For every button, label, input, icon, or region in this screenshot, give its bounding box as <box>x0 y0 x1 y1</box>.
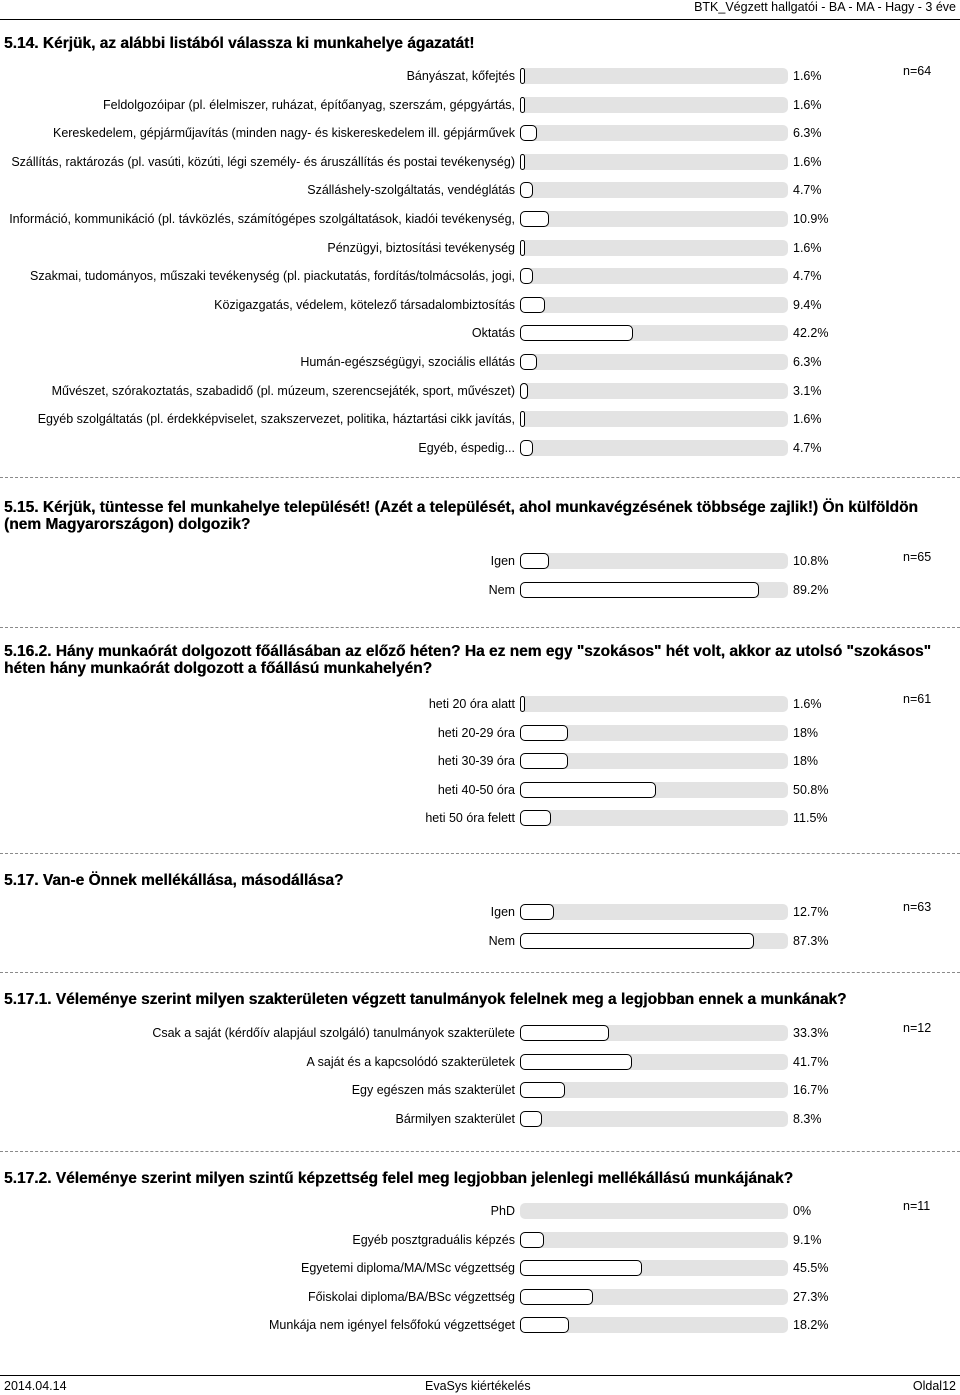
answer-row <box>0 1315 960 1335</box>
answer-row <box>0 723 960 743</box>
percentage-bar-fill <box>520 904 554 920</box>
answer-percentage: 18.2% <box>793 1318 829 1333</box>
answer-label: Bármilyen szakterület <box>395 1111 515 1126</box>
answer-percentage: 89.2% <box>793 582 829 597</box>
percentage-bar-fill <box>520 753 568 769</box>
answer-percentage: 1.6% <box>793 240 822 255</box>
percentage-bar-track <box>520 1054 788 1070</box>
answer-row <box>0 238 960 258</box>
percentage-bar-fill <box>520 1317 569 1333</box>
answer-label: Csak a saját (kérdőív alapjául szolgáló) tanulmányok szakterülete <box>152 1026 515 1040</box>
percentage-bar-track <box>520 440 788 456</box>
answer-label: heti 20 óra alatt <box>428 697 515 711</box>
percentage-bar-fill <box>520 68 525 84</box>
answer-label: heti 30-39 óra <box>437 754 515 769</box>
percentage-bar-fill <box>520 182 533 198</box>
answer-label: Egyetemi diploma/MA/MSc végzettség <box>301 1261 515 1276</box>
answer-percentage: 4.7% <box>793 440 822 455</box>
answer-label: Szálláshely-szolgáltatás, vendéglátás <box>307 183 515 198</box>
answer-percentage: 33.3% <box>793 1026 829 1040</box>
answer-row <box>0 1230 960 1250</box>
percentage-bar-fill <box>520 97 525 113</box>
answer-percentage: 0% <box>793 1204 812 1218</box>
answer-row <box>0 152 960 172</box>
answer-row <box>0 438 960 458</box>
answer-row <box>0 1258 960 1278</box>
percentage-bar-fill <box>520 1111 542 1127</box>
percentage-bar-track <box>520 1111 788 1127</box>
question-title-q-5-14: 5.14. Kérjük, az alábbi listából válassza ki munkahelye ágazatát! <box>4 35 475 52</box>
answer-row <box>0 381 960 401</box>
answer-label: Szakmai, tudományos, műszaki tevékenység (pl. piackutatás, fordítás/tolmácsolás, jogi, <box>30 269 515 284</box>
percentage-bar-track <box>520 154 788 170</box>
answer-label: Bányászat, kőfejtés <box>406 69 515 83</box>
percentage-bar-fill <box>520 211 549 227</box>
sample-size-q-5-17-2: n=11 <box>903 1199 931 1213</box>
answer-percentage: 16.7% <box>793 1083 829 1098</box>
answer-row <box>0 95 960 115</box>
answer-percentage: 41.7% <box>793 1054 829 1069</box>
header-divider <box>0 19 960 20</box>
percentage-bar-track <box>520 354 788 370</box>
answer-label: heti 40-50 óra <box>437 782 515 797</box>
percentage-bar-fill <box>520 582 759 598</box>
question-title-q-5-17: 5.17. Van-e Önnek mellékállása, másodállása? <box>4 872 344 889</box>
answer-label: Kereskedelem, gépjárműjavítás (minden nagy- és kiskereskedelem ill. gépjárművek <box>52 126 515 141</box>
answer-percentage: 4.7% <box>793 269 822 284</box>
percentage-bar-fill <box>520 154 525 170</box>
percentage-bar-track <box>520 782 788 798</box>
answer-row <box>0 902 960 922</box>
answer-label: Nem <box>488 933 515 948</box>
percentage-bar-fill <box>520 297 545 313</box>
answer-label: Pénzügyi, biztosítási tevékenység <box>327 240 515 255</box>
answer-percentage: 87.3% <box>793 933 829 948</box>
footer-center-text: EvaSys kiértékelés <box>425 1379 531 1393</box>
sample-size-q-5-17-1: n=12 <box>903 1021 932 1035</box>
answer-percentage: 6.3% <box>793 355 822 369</box>
percentage-bar-fill <box>520 354 537 370</box>
answer-row <box>0 1023 960 1043</box>
percentage-bar-track <box>520 1025 788 1041</box>
answer-percentage: 3.1% <box>793 383 822 398</box>
percentage-bar-fill <box>520 240 525 256</box>
answer-percentage: 4.7% <box>793 183 822 198</box>
percentage-bar-track <box>520 696 788 712</box>
answer-row <box>0 751 960 771</box>
percentage-bar-fill <box>520 125 537 141</box>
answer-label: Művészet, szórakoztatás, szabadidő (pl. múzeum, szerencsejáték, sport, művészet) <box>51 383 515 398</box>
answer-percentage: 6.3% <box>793 126 822 141</box>
percentage-bar-fill <box>520 782 656 798</box>
percentage-bar-track <box>520 904 788 920</box>
answer-label: Egyéb posztgraduális képzés <box>352 1232 515 1247</box>
answer-percentage: 11.5% <box>793 811 828 826</box>
answer-label: Munkája nem igényel felsőfokú végzettséget <box>269 1318 515 1333</box>
answer-row <box>0 580 960 600</box>
sample-size-q-5-15: n=65 <box>903 550 932 564</box>
sample-size-q-5-17: n=63 <box>903 900 932 914</box>
section-divider <box>0 477 960 478</box>
answer-label: Feldolgozóipar (pl. élelmiszer, ruházat, építőanyag, szerszám, gépgyártás, <box>102 97 515 112</box>
answer-percentage: 42.2% <box>793 326 829 341</box>
answer-label: Igen <box>490 905 515 919</box>
percentage-bar-fill <box>520 1025 609 1041</box>
answer-label: Közigazgatás, védelem, kötelező társadalombiztosítás <box>214 297 515 312</box>
answer-row <box>0 266 960 286</box>
answer-row <box>0 295 960 315</box>
answer-row <box>0 551 960 571</box>
percentage-bar-track <box>520 1232 788 1248</box>
answer-row <box>0 352 960 372</box>
answer-percentage: 45.5% <box>793 1261 829 1276</box>
percentage-bar-fill <box>520 440 533 456</box>
percentage-bar-track <box>520 810 788 826</box>
answer-row <box>0 1080 960 1100</box>
percentage-bar-track <box>520 325 788 341</box>
footer-divider <box>0 1375 960 1376</box>
percentage-bar-fill <box>520 1082 565 1098</box>
answer-percentage: 10.8% <box>793 554 829 568</box>
percentage-bar-track <box>520 240 788 256</box>
answer-label: heti 50 óra felett <box>425 811 515 826</box>
answer-row <box>0 66 960 86</box>
percentage-bar-fill <box>520 810 551 826</box>
percentage-bar-track <box>520 297 788 313</box>
percentage-bar-fill <box>520 933 754 949</box>
answer-label: Egyéb, éspedig... <box>418 440 515 455</box>
percentage-bar-fill <box>520 553 549 569</box>
answer-row <box>0 1201 960 1221</box>
answer-row <box>0 1052 960 1072</box>
answer-label: Nem <box>488 582 515 597</box>
sample-size-q-5-14: n=64 <box>903 64 932 78</box>
percentage-bar-track <box>520 582 788 598</box>
section-divider <box>0 972 960 973</box>
answer-row <box>0 180 960 200</box>
percentage-bar-fill <box>520 1260 642 1276</box>
report-header-title: BTK_Végzett hallgatói - BA - MA - Hagy - 3 éve <box>694 0 956 14</box>
percentage-bar-fill <box>520 411 525 427</box>
percentage-bar-track <box>520 68 788 84</box>
question-title-q-5-17-2: 5.17.2. Véleménye szerint milyen szintű képzettség felel meg legjobban jelenlegi mellékállású munkájának? <box>4 1170 794 1187</box>
percentage-bar-fill <box>520 383 528 399</box>
section-divider <box>0 1151 960 1152</box>
percentage-bar-track <box>520 411 788 427</box>
answer-percentage: 18% <box>793 754 819 769</box>
question-title-q-5-17-1: 5.17.1. Véleménye szerint milyen szakterületen végzett tanulmányok felelnek meg a legjobban ennek a munkának? <box>4 991 847 1008</box>
answer-label: Főiskolai diploma/BA/BSc végzettség <box>307 1289 515 1304</box>
percentage-bar-track <box>520 268 788 284</box>
percentage-bar-fill <box>520 325 633 341</box>
percentage-bar-track <box>520 753 788 769</box>
answer-row <box>0 1109 960 1129</box>
answer-label: Oktatás <box>471 326 515 341</box>
answer-label: PhD <box>490 1204 515 1218</box>
answer-percentage: 1.6% <box>793 69 822 83</box>
percentage-bar-track <box>520 211 788 227</box>
answer-row <box>0 323 960 343</box>
percentage-bar-track <box>520 1317 788 1333</box>
footer-page-number: Oldal12 <box>912 1379 956 1393</box>
answer-percentage: 8.3% <box>793 1111 822 1126</box>
percentage-bar-track <box>520 553 788 569</box>
answer-percentage: 1.6% <box>793 412 822 427</box>
answer-label: Egy egészen más szakterület <box>351 1083 515 1098</box>
answer-row <box>0 931 960 951</box>
answer-percentage: 9.4% <box>793 297 822 312</box>
sample-size-q-5-16-2: n=61 <box>903 692 932 706</box>
percentage-bar-fill <box>520 1232 544 1248</box>
section-divider <box>0 853 960 854</box>
percentage-bar-track <box>520 182 788 198</box>
answer-percentage: 18% <box>793 725 819 740</box>
percentage-bar-track <box>520 1260 788 1276</box>
percentage-bar-fill <box>520 268 533 284</box>
percentage-bar-track <box>520 383 788 399</box>
answer-row <box>0 808 960 828</box>
percentage-bar-track <box>520 125 788 141</box>
percentage-bar-track <box>520 1289 788 1305</box>
answer-percentage: 12.7% <box>793 905 829 919</box>
answer-row <box>0 1287 960 1307</box>
question-title-q-5-15: 5.15. Kérjük, tüntesse fel munkahelye települését! (Azét a települését, ahol munkavégzésének többsége zajlik!) Ön külföldön (nem Magyarországon) dolgozik? <box>4 499 918 533</box>
answer-row <box>0 209 960 229</box>
answer-percentage: 1.6% <box>793 97 822 112</box>
percentage-bar-fill <box>520 1054 632 1070</box>
percentage-bar-track <box>520 1203 788 1219</box>
answer-label: Információ, kommunikáció (pl. távközlés, számítógépes szolgáltatások, kiadói tevékenység, <box>9 212 515 226</box>
answer-percentage: 1.6% <box>793 154 822 169</box>
answer-label: Egyéb szolgáltatás (pl. érdekképviselet, szakszervezet, politika, háztartási cikk javítás, <box>37 412 515 427</box>
percentage-bar-track <box>520 725 788 741</box>
section-divider <box>0 627 960 628</box>
answer-label: Humán-egészségügyi, szociális ellátás <box>300 355 515 369</box>
answer-percentage: 9.1% <box>793 1232 822 1247</box>
question-title-q-5-16-2: 5.16.2. Hány munkaórát dolgozott főállásában az előző héten? Ha ez nem egy "szokásos" hét volt, akkor az utolsó "szokásos" héten hány munkaórát dolgozott a főállású munkahelyén? <box>4 643 931 677</box>
percentage-bar-fill <box>520 696 525 712</box>
answer-label: Igen <box>490 554 515 568</box>
answer-percentage: 1.6% <box>793 697 822 711</box>
answer-percentage: 27.3% <box>793 1289 829 1304</box>
answer-row <box>0 123 960 143</box>
answer-label: heti 20-29 óra <box>437 725 515 740</box>
footer-date: 2014.04.14 <box>4 1379 67 1393</box>
answer-row <box>0 409 960 429</box>
percentage-bar-fill <box>520 725 568 741</box>
percentage-bar-track <box>520 97 788 113</box>
answer-percentage: 50.8% <box>793 782 829 797</box>
percentage-bar-fill <box>520 1289 593 1305</box>
answer-percentage: 10.9% <box>793 212 829 226</box>
answer-row <box>0 780 960 800</box>
answer-label: A saját és a kapcsolódó szakterületek <box>306 1054 515 1069</box>
percentage-bar-track <box>520 1082 788 1098</box>
answer-label: Szállítás, raktározás (pl. vasúti, közúti, légi személy- és áruszállítás és postai tevékenység) <box>11 154 515 169</box>
percentage-bar-track <box>520 933 788 949</box>
answer-row <box>0 694 960 714</box>
